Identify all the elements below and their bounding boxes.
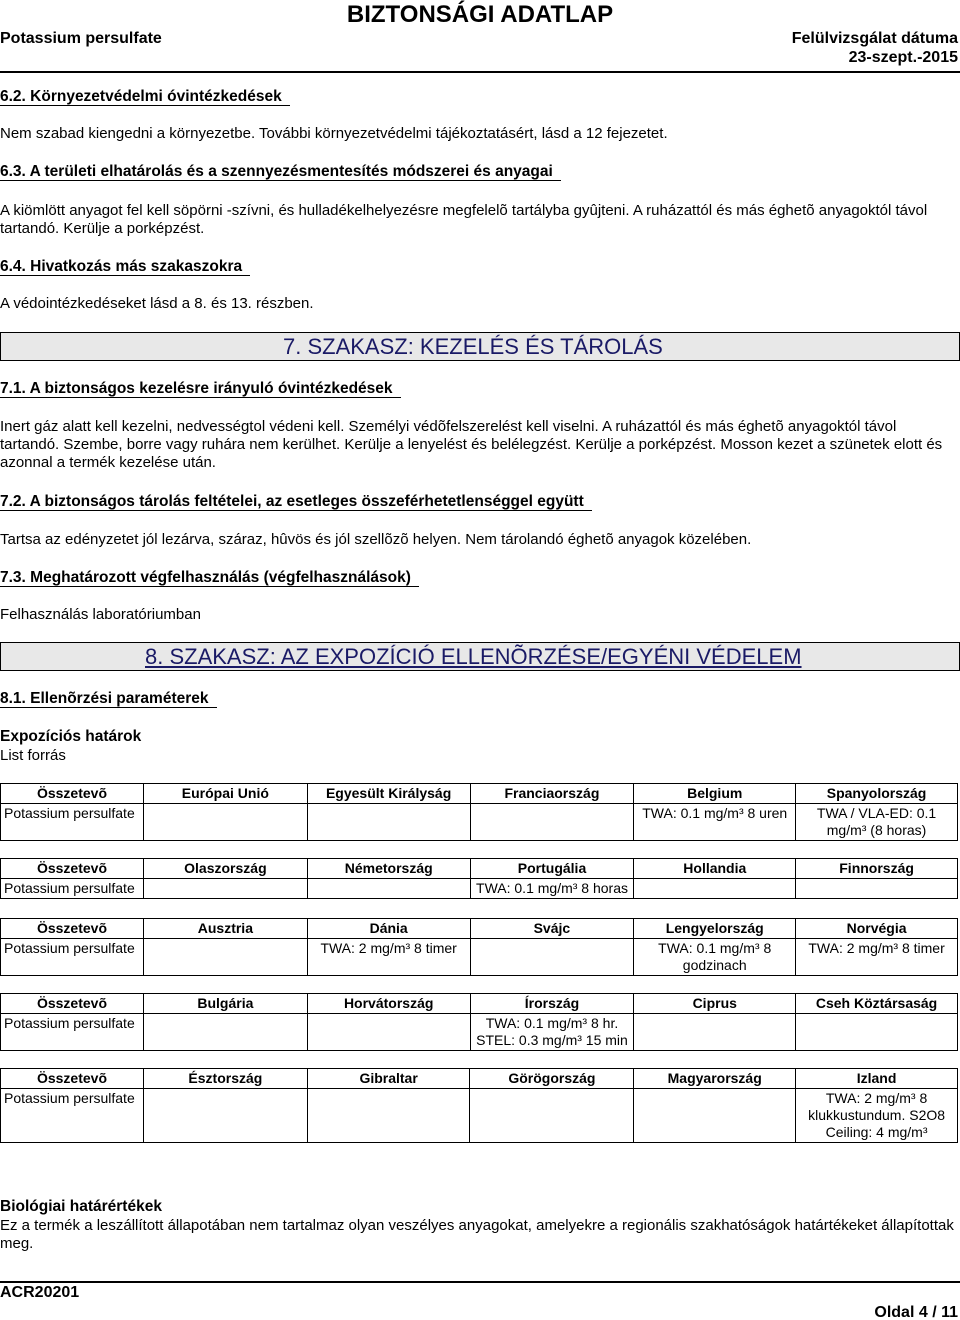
table-cell xyxy=(307,879,470,899)
table-header-cell: Spanyolország xyxy=(796,784,958,804)
table-cell xyxy=(143,1014,307,1051)
table-header-row xyxy=(1,919,958,939)
table-row xyxy=(1,879,958,899)
table-header-cell: Gibraltar xyxy=(307,1069,470,1089)
page-number: Oldal 4 / 11 xyxy=(874,1304,958,1320)
table-header-cell: Svájc xyxy=(470,919,634,939)
table-cell: Potassium persulfate xyxy=(1,1014,144,1051)
table-header-cell: Izland xyxy=(796,1069,958,1089)
table-header-cell: Dánia xyxy=(307,919,470,939)
table-cell xyxy=(307,1014,470,1051)
table-cell xyxy=(634,1014,796,1051)
table-cell: TWA: 0.1 mg/m³ 8 hr. STEL: 0.3 mg/m³ 15 min xyxy=(470,1014,634,1051)
section-7-title: 7. SZAKASZ: KEZELÉS ÉS TÁROLÁS xyxy=(283,334,663,359)
table-cell xyxy=(307,1089,470,1143)
table-cell xyxy=(143,1089,307,1143)
heading-7-2: 7.2. A biztonságos tárolás feltételei, az esetleges összeférhetetlenséggel együtt xyxy=(0,493,592,511)
revision-label: Felülvizsgálat dátuma xyxy=(791,30,958,47)
table-cell: Potassium persulfate xyxy=(1,879,144,899)
table-header-cell: Lengyelország xyxy=(634,919,796,939)
exposure-table-5 xyxy=(0,1068,958,1143)
text-6-3: A kiömlött anyagot fel kell söpörni -szívni, és hulladékelhelyezésre megfelelõ tartályba gyûjteni. A ruházattól és más éghetõ anyagoktól távol tartandó. Kerülje a porképzést. xyxy=(0,202,928,237)
table-header-cell: Horvátország xyxy=(307,994,470,1014)
exposure-heading: Expozíciós határok xyxy=(0,728,142,745)
list-source: List forrás xyxy=(0,747,66,764)
table-header-row xyxy=(1,994,958,1014)
table-header-cell: Franciaország xyxy=(470,784,634,804)
table-header-cell: Magyarország xyxy=(634,1069,796,1089)
table-cell: Potassium persulfate xyxy=(1,939,144,976)
table-row xyxy=(1,804,958,841)
heading-6-3: 6.3. A területi elhatárolás és a szennyezésmentesítés módszerei és anyagai xyxy=(0,163,561,181)
table-cell xyxy=(634,879,796,899)
table-header-cell: Németország xyxy=(307,859,470,879)
text-7-2: Tartsa az edényzetet jól lezárva, száraz, hûvös és jól szellõzõ helyen. Nem tárolandó éghetõ anyagok közelében. xyxy=(0,531,752,548)
text-7-1: Inert gáz alatt kell kezelni, nedvességtol védeni kell. Személyi védõfelszerelést kell viselni. A ruházattól és más éghetõ anyagoktól távol tartandó. Szembe, borre vagy ruhára nem kerülhet. Kerülje a lenyelést és belélegzést. Kerülje a porképzést. Mosson kezet a szünetek elott és azonnal a termék kezelése után. xyxy=(0,418,943,471)
table-cell xyxy=(143,804,307,841)
table-cell: TWA / VLA-ED: 0.1 mg/m³ (8 horas) xyxy=(796,804,958,841)
table-header-cell: Norvégia xyxy=(796,919,958,939)
table-header-cell: Görögország xyxy=(470,1069,634,1089)
table-header-cell: Hollandia xyxy=(634,859,796,879)
table-cell xyxy=(470,804,634,841)
bio-text: Ez a termék a leszállított állapotában nem tartalmaz olyan veszélyes anyagokat, amelyekre a regionális szakhatóságok határtékeket állapítottak meg. xyxy=(0,1217,954,1252)
table-cell xyxy=(634,1089,796,1143)
table-header-cell: Észtország xyxy=(143,1069,307,1089)
table-header-cell: Összetevõ xyxy=(1,784,144,804)
header-rule xyxy=(0,71,960,73)
table-cell xyxy=(470,1089,634,1143)
table-header-row xyxy=(1,859,958,879)
table-cell: Potassium persulfate xyxy=(1,1089,144,1143)
table-cell: TWA: 0.1 mg/m³ 8 godzinach xyxy=(634,939,796,976)
section-8-title: 8. SZAKASZ: AZ EXPOZÍCIÓ ELLENÕRZÉSE/EGYÉNI VÉDELEM xyxy=(145,644,802,669)
table-header-cell: Olaszország xyxy=(143,859,307,879)
footer-rule xyxy=(0,1281,960,1283)
table-cell xyxy=(143,939,307,976)
table-cell xyxy=(796,1014,958,1051)
table-header-cell: Bulgária xyxy=(143,994,307,1014)
table-cell: TWA: 2 mg/m³ 8 timer xyxy=(796,939,958,976)
table-header-cell: Összetevõ xyxy=(1,919,144,939)
bio-heading: Biológiai határértékek xyxy=(0,1198,162,1215)
document-title: BIZTONSÁGI ADATLAP xyxy=(346,1,614,28)
table-row xyxy=(1,1014,958,1051)
table-header-cell: Összetevõ xyxy=(1,859,144,879)
table-header-cell: Cseh Köztársaság xyxy=(796,994,958,1014)
table-header-row xyxy=(1,784,958,804)
text-7-3: Felhasználás laboratóriumban xyxy=(0,606,201,623)
table-cell: TWA: 2 mg/m³ 8 klukkustundum. S2O8 Ceiling: 4 mg/m³ xyxy=(796,1089,958,1143)
revision-date: 23-szept.-2015 xyxy=(848,49,958,66)
table-header-cell: Európai Unió xyxy=(143,784,307,804)
heading-8-1: 8.1. Ellenõrzési paraméterek xyxy=(0,690,217,708)
table-row xyxy=(1,939,958,976)
heading-7-3: 7.3. Meghatározott végfelhasználás (végfelhasználások) xyxy=(0,569,419,587)
exposure-table-4 xyxy=(0,993,958,1051)
table-header-cell: Összetevõ xyxy=(1,994,144,1014)
table-row xyxy=(1,1089,958,1143)
table-header-cell: Egyesült Királyság xyxy=(307,784,470,804)
table-header-cell: Ausztria xyxy=(143,919,307,939)
table-header-cell: Összetevõ xyxy=(1,1069,144,1089)
table-cell: Potassium persulfate xyxy=(1,804,144,841)
table-header-cell: Írország xyxy=(470,994,634,1014)
exposure-table-3 xyxy=(0,918,958,976)
text-6-4: A védointézkedéseket lásd a 8. és 13. részben. xyxy=(0,295,314,312)
table-cell: TWA: 0.1 mg/m³ 8 horas xyxy=(470,879,634,899)
table-cell: TWA: 2 mg/m³ 8 timer xyxy=(307,939,470,976)
document-code: ACR20201 xyxy=(0,1284,80,1301)
table-cell xyxy=(470,939,634,976)
product-name: Potassium persulfate xyxy=(0,30,162,47)
table-cell xyxy=(796,879,958,899)
table-header-cell: Finnország xyxy=(796,859,958,879)
table-cell xyxy=(143,879,307,899)
table-header-cell: Belgium xyxy=(634,784,796,804)
exposure-table-2 xyxy=(0,858,958,899)
page-header xyxy=(0,0,960,72)
table-cell: TWA: 0.1 mg/m³ 8 uren xyxy=(634,804,796,841)
table-cell xyxy=(307,804,470,841)
exposure-table-1 xyxy=(0,783,958,841)
table-header-row xyxy=(1,1069,958,1089)
text-6-2: Nem szabad kiengedni a környezetbe. További környezetvédelmi tájékoztatásért, lásd a 12 fejezetet. xyxy=(0,125,668,142)
table-header-cell: Portugália xyxy=(470,859,634,879)
table-header-cell: Ciprus xyxy=(634,994,796,1014)
heading-6-4: 6.4. Hivatkozás más szakaszokra xyxy=(0,258,250,276)
heading-7-1: 7.1. A biztonságos kezelésre irányuló óvintézkedések xyxy=(0,380,401,398)
heading-6-2: 6.2. Környezetvédelmi óvintézkedések xyxy=(0,88,290,106)
